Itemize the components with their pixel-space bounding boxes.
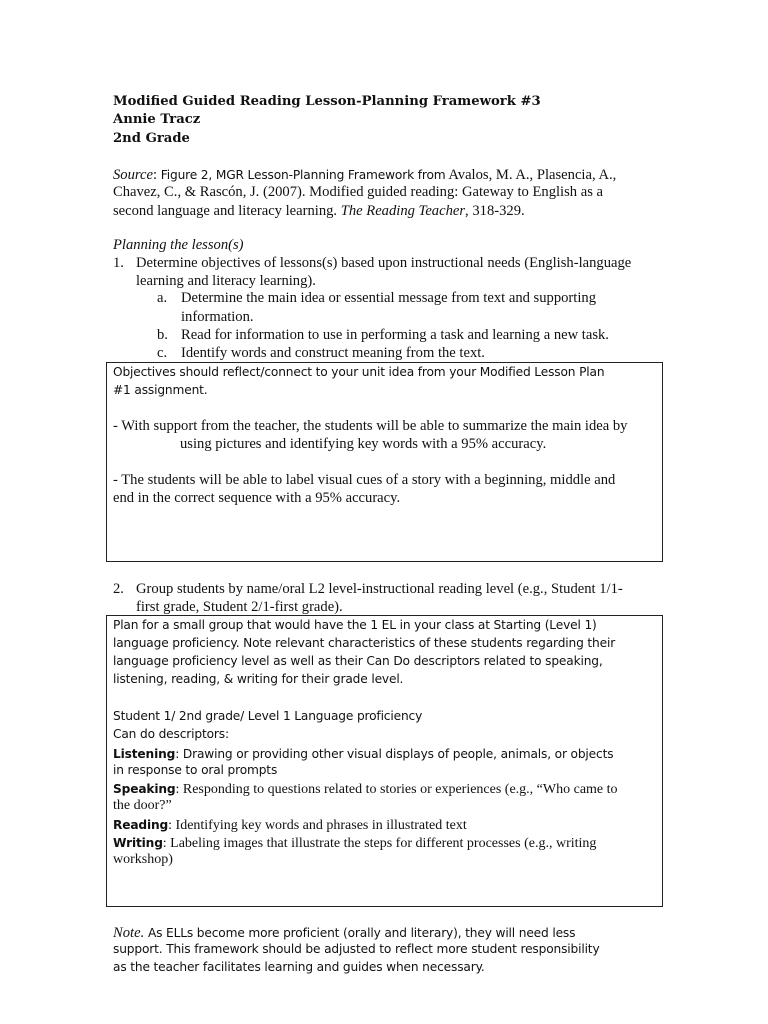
source-line-2: Chavez, C., & Rascón, J. (2007). Modified guided reading: Gateway to English as a [113, 184, 604, 200]
list-item-1-line-2: learning and literacy learning). [136, 273, 316, 289]
source-label: Source [113, 167, 153, 183]
speaking-label: Speaking [113, 782, 176, 796]
listening-descriptor-line-2: in response to oral prompts [113, 763, 278, 777]
planning-heading: Planning the lesson(s) [113, 237, 244, 253]
writing-descriptor: Writing: Labeling images that illustrate the steps for different processes (e.g., writing [113, 836, 597, 851]
objective-2-line-2: end in the correct sequence with a 95% accuracy. [113, 490, 401, 506]
writing-descriptor-line-2: workshop) [113, 852, 173, 867]
group-plan-line-2: language proficiency. Note relevant characteristics of these students regarding their [113, 636, 616, 650]
journal-name: The Reading Teacher [340, 203, 466, 219]
reading-descriptor: Reading: Identifying key words and phrases in illustrated text [113, 818, 467, 833]
sub-item-a-line-1: Determine the main idea or essential message from text and supporting [181, 290, 596, 306]
document-title: Modified Guided Reading Lesson-Planning Framework #3 [113, 94, 541, 109]
author-name: Annie Tracz [113, 112, 201, 127]
note-label: Note. [113, 925, 145, 941]
source-citation: Avalos, M. A., Plasencia, A., [445, 167, 617, 183]
group-plan-line-3: language proficiency level as well as their Can Do descriptors related to speaking, [113, 654, 603, 668]
grade-level: 2nd Grade [113, 131, 190, 146]
sub-item-a-line-2: information. [181, 309, 254, 325]
listening-label: Listening [113, 747, 176, 761]
source-line-3: second language and literacy learning. The Reading Teacher, 318-329. [113, 203, 525, 219]
speaking-descriptor: Speaking: Responding to questions related to stories or experiences (e.g., “Who came to [113, 782, 618, 797]
objectives-prompt-line-2: #1 assignment. [113, 383, 208, 397]
sub-letter-a: a. [157, 290, 168, 306]
source-figure: Figure 2, MGR Lesson-Planning Framework from [157, 168, 446, 182]
list-item-2-line-1: Group students by name/oral L2 level-instructional reading level (e.g., Student 1/1- [136, 581, 623, 597]
group-plan-line-1: Plan for a small group that would have the 1 EL in your class at Starting (Level 1) [113, 618, 597, 632]
sub-item-b: Read for information to use in performing a task and learning a new task. [181, 327, 609, 343]
objectives-prompt-line-1: Objectives should reflect/connect to your unit idea from your Modified Lesson Plan [113, 365, 605, 379]
objective-1-line-1: - With support from the teacher, the students will be able to summarize the main idea by [113, 418, 628, 434]
speaking-descriptor-line-2: the door?” [113, 798, 172, 813]
sub-letter-b: b. [157, 327, 168, 343]
reading-label: Reading [113, 818, 169, 832]
objective-2-line-1: - The students will be able to label visual cues of a story with a beginning, middle and [113, 472, 616, 488]
list-number-1: 1. [113, 255, 124, 271]
can-do-heading: Can do descriptors: [113, 727, 229, 741]
listening-descriptor: Listening: Drawing or providing other visual displays of people, animals, or objects [113, 747, 614, 761]
list-number-2: 2. [113, 581, 124, 597]
writing-label: Writing [113, 836, 163, 850]
list-item-1-line-1: Determine objectives of lessons(s) based upon instructional needs (English-language [136, 255, 632, 271]
list-item-2-line-2: first grade, Student 2/1-first grade). [136, 599, 343, 615]
note-line-3: as the teacher facilitates learning and guides when necessary. [113, 960, 485, 974]
sub-item-c: Identify words and construct meaning from the text. [181, 345, 485, 361]
objective-1-line-2: using pictures and identifying key words with a 95% accuracy. [180, 436, 547, 452]
group-plan-line-4: listening, reading, & writing for their grade level. [113, 672, 404, 686]
sub-letter-c: c. [157, 345, 168, 361]
source-line-1: Source: Figure 2, MGR Lesson-Planning Framework from Avalos, M. A., Plasencia, A., [113, 167, 617, 183]
note-line-1: Note. As ELLs become more proficient (orally and literary), they will need less [113, 925, 576, 941]
student-profile: Student 1/ 2nd grade/ Level 1 Language proficiency [113, 709, 423, 723]
note-line-2: support. This framework should be adjusted to reflect more student responsibility [113, 942, 600, 956]
